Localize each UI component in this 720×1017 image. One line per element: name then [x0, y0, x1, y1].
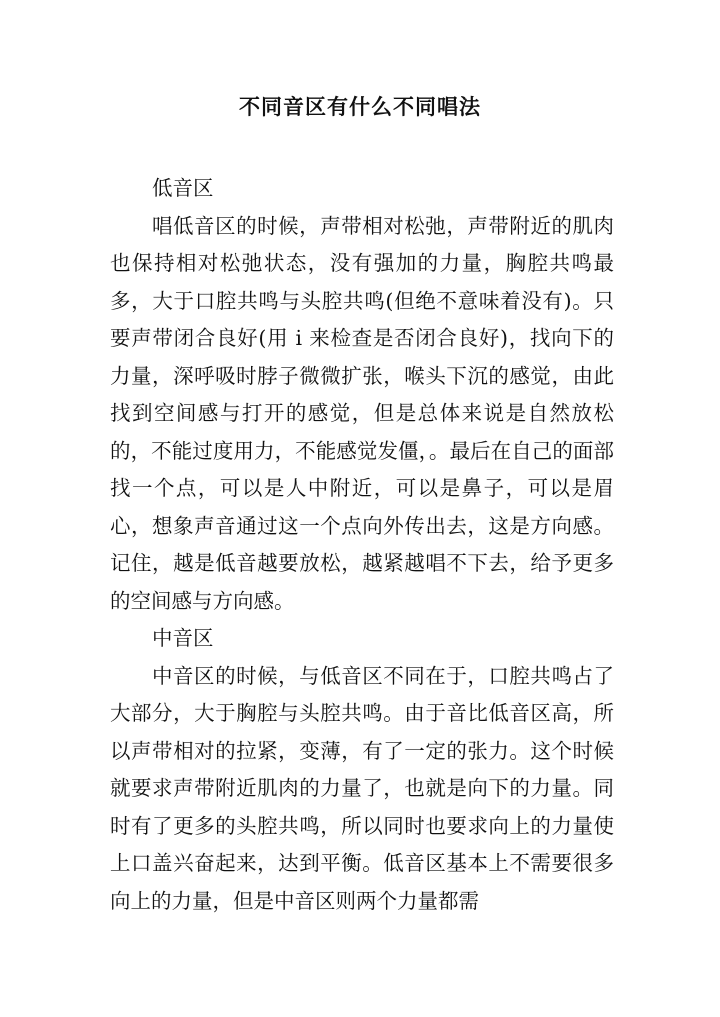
section-heading-low-register: 低音区 — [152, 176, 214, 200]
document-body — [110, 170, 614, 920]
section-heading-mid-register: 中音区 — [152, 626, 214, 650]
section-paragraph-low-register: 唱低音区的时候，声带相对松弛，声带附近的肌肉也保持相对松弛状态，没有强加的力量，胸腔共鸣最多，大于口腔共鸣与头腔共鸣(但绝不意味着没有)。只要声带闭合良好(用 i 来检查是否闭合良好)，找向下的力量，深呼吸时脖子微微扩张，喉头下沉的感觉，由此找到空间感与打开的感觉，但是总体来说是自然放松的，不能过度用力，不能感觉发僵，。最后在自己的面部找一个点，可以是人中附近，可以是鼻子，可以是眉心，想象声音通过这一个点向外传出去，这是方向感。记住，越是低音越要放松，越紧越唱不下去，给予更多的空间感与方向感。 — [110, 213, 614, 613]
document-title: 不同音区有什么不同唱法 — [239, 94, 481, 119]
section-paragraph-mid-register: 中音区的时候，与低音区不同在于，口腔共鸣占了大部分，大于胸腔与头腔共鸣。由于音比低音区高，所以声带相对的拉紧，变薄，有了一定的张力。这个时候就要求声带附近肌肉的力量了，也就是向下的力量。同时有了更多的头腔共鸣，所以同时也要求向上的力量使上口盖兴奋起来，达到平衡。低音区基本上不需要很多向上的力量，但是中音区则两个力量都需 — [110, 663, 614, 913]
